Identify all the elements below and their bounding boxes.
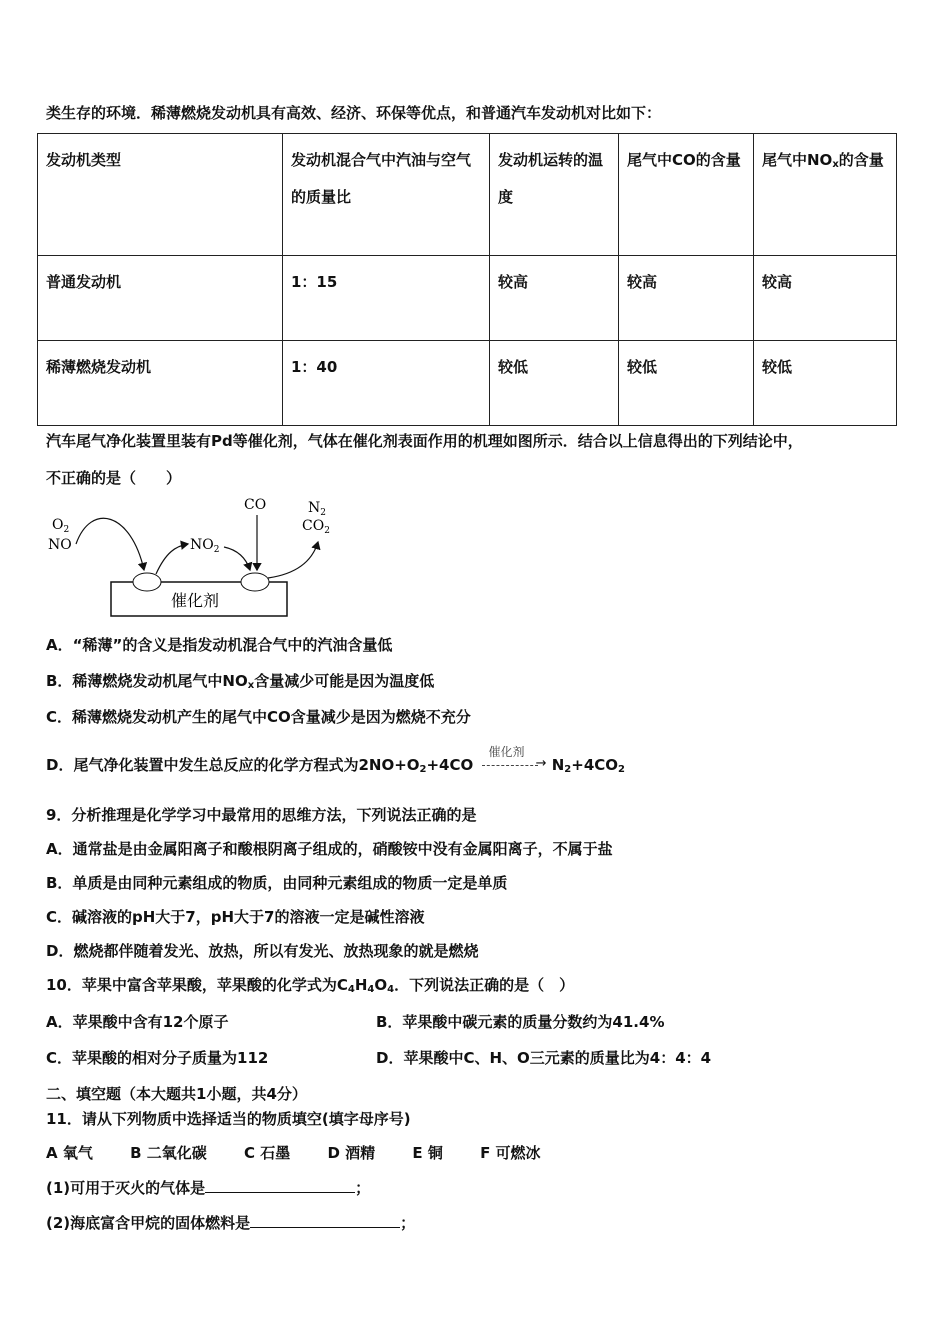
q8-option-c: C．稀薄燃烧发动机产生的尾气中CO含量减少是因为燃烧不充分 [46,708,471,726]
engine-comparison-table [37,133,897,426]
q9-stem: 9．分析推理是化学学习中最常用的思维方法，下列说法正确的是 [46,806,477,824]
q10-option-b: B．苹果酸中碳元素的质量分数约为41.4% [376,1013,665,1031]
header-cell: 发动机混合气中汽油与空气的质量比 [283,134,490,256]
q8-d-sub1: 2 [419,764,427,775]
n2-label: N [308,500,321,516]
table-cell: 稀薄燃烧发动机 [38,341,283,426]
header-cell-nox: 尾气中$NO_x$的含量 [754,134,897,256]
q11-choice: C 石墨 [243,1144,291,1162]
section-heading: 二、填空题（本大题共1小题，共4分） [46,1085,307,1103]
q10-option-a: A．苹果酸中含有12个原子 [46,1013,229,1031]
q8-option-d [46,744,625,777]
q8-stem-line1: 汽车尾气净化装置里装有Pd等催化剂，气体在催化剂表面作用的机理如图所示．结合以上信息得出的下列结论中， [46,432,803,450]
answer-blank-1[interactable] [205,1178,355,1193]
q10-o: O [374,976,388,994]
table-row [38,341,897,426]
q8-d-n2: N [551,756,565,774]
header-nox-suffix: 的含量 [838,151,884,169]
catalyst-label: 催化剂 [171,591,220,610]
header-cell: 发动机类型 [38,134,283,256]
q8-option-a: A．“稀薄”的含义是指发动机混合气中的汽油含量低 [46,636,393,654]
q11-choice: E 铜 [412,1144,443,1162]
table-cell: 较低 [490,341,619,426]
header-cell: 发动机运转的温度 [490,134,619,256]
table-cell: 较高 [754,256,897,341]
q9-option-c: C．碱溶液的pH大于7，pH大于7的溶液一定是碱性溶液 [46,908,425,926]
q11-p1-text: (1)可用于灭火的气体是 [46,1179,206,1197]
q8-d-pre: D．尾气净化装置中发生总反应的化学方程式为2NO+O [46,756,420,774]
arrow-products [268,542,318,578]
n2-sub: 2 [320,508,326,518]
q11-p2-end: ； [400,1214,416,1232]
svg-text:O2 [52,517,69,535]
q10-option-d: D．苹果酸中C、H、O三元素的质量比为4：4：4 [376,1049,712,1067]
q11-p2-text: (2)海底富含甲烷的固体燃料是 [46,1214,251,1232]
table-cell: 较低 [754,341,897,426]
table-row [38,256,897,341]
catalyst-arrow [482,744,542,777]
svg-text:N2 [308,500,326,518]
arrow-to-no2 [156,544,188,574]
q10-h: H [354,976,368,994]
adsorption-site-right [241,573,269,591]
q11-part2 [46,1212,415,1233]
o2-label: O [52,517,64,533]
table-cell: 普通发动机 [38,256,283,341]
answer-blank-2[interactable] [250,1213,400,1228]
o2-sub: 2 [63,525,70,535]
q8-option-b [46,670,434,691]
q10-stem-post: ．下列说法正确的是（ ） [394,976,575,994]
q10-sub1: 4 [347,984,355,995]
q8-b-sub: x [247,680,255,691]
catalyst-arrow-label: 催化剂 [488,744,525,759]
q11-choice: D 酒精 [327,1144,376,1162]
q10-option-c: C．苹果酸的相对分子质量为112 [46,1049,269,1067]
co2-sub: 2 [324,526,330,536]
q10-sub2: 4 [367,984,375,995]
q9-option-a: A．通常盐是由金属阳离子和酸根阴离子组成的，硝酸铵中没有金属阳离子，不属于盐 [46,840,613,858]
q11-choice: F 可燃冰 [480,1144,541,1162]
no2-label: NO [190,537,214,553]
q10-stem [46,974,574,995]
q8-d-sub2: 2 [564,764,572,775]
q11-part1 [46,1177,370,1198]
arrow-no2-site [224,547,250,570]
q9-option-b: B．单质是由同种元素组成的物质，由同种元素组成的物质一定是单质 [46,874,508,892]
catalyst-mechanism-diagram [46,492,346,622]
co2-label: CO [302,518,325,534]
q8-d-post: +4CO [571,756,619,774]
table-cell: 1：40 [283,341,490,426]
q8-b-pre: B．稀薄燃烧发动机尾气中NO [46,672,248,690]
table-cell: 1：15 [283,256,490,341]
table-cell: 较低 [619,341,754,426]
q11-choices [46,1142,541,1163]
no-label: NO [48,537,72,553]
arrow-o2-no [76,518,144,570]
svg-text:NO2 [190,537,219,555]
q11-stem: 11．请从下列物质中选择适当的物质填空(填字母序号) [46,1110,411,1128]
q11-choice: A 氧气 [46,1144,93,1162]
adsorption-site-left [133,573,161,591]
q9-option-d: D．燃烧都伴随着发光、放热，所以有发光、放热现象的就是燃烧 [46,942,479,960]
table-header-row [38,134,897,256]
q8-b-post: 含量减少可能是因为温度低 [254,672,435,690]
q8-stem-line2: 不正确的是（ ） [46,469,182,487]
q11-p1-end: ； [355,1179,371,1197]
q10-stem-pre: 10．苹果中富含苹果酸，苹果酸的化学式为C [46,976,348,994]
q10-sub3: 4 [387,984,395,995]
svg-text:CO2 [302,518,330,536]
q11-choice: B 二氧化碳 [130,1144,207,1162]
co-label: CO [244,497,267,513]
q8-d-mid: +4CO [426,756,474,774]
intro-text: 类生存的环境．稀薄燃烧发动机具有高效、经济、环保等优点，和普通汽车发动机对比如下： [46,104,662,122]
table-cell: 较高 [619,256,754,341]
q8-d-sub3: 2 [618,764,625,775]
no2-sub: 2 [213,545,220,555]
header-cell: 尾气中CO的含量 [619,134,754,256]
header-nox-text: 尾气中NO [762,151,833,169]
table-cell: 较高 [490,256,619,341]
